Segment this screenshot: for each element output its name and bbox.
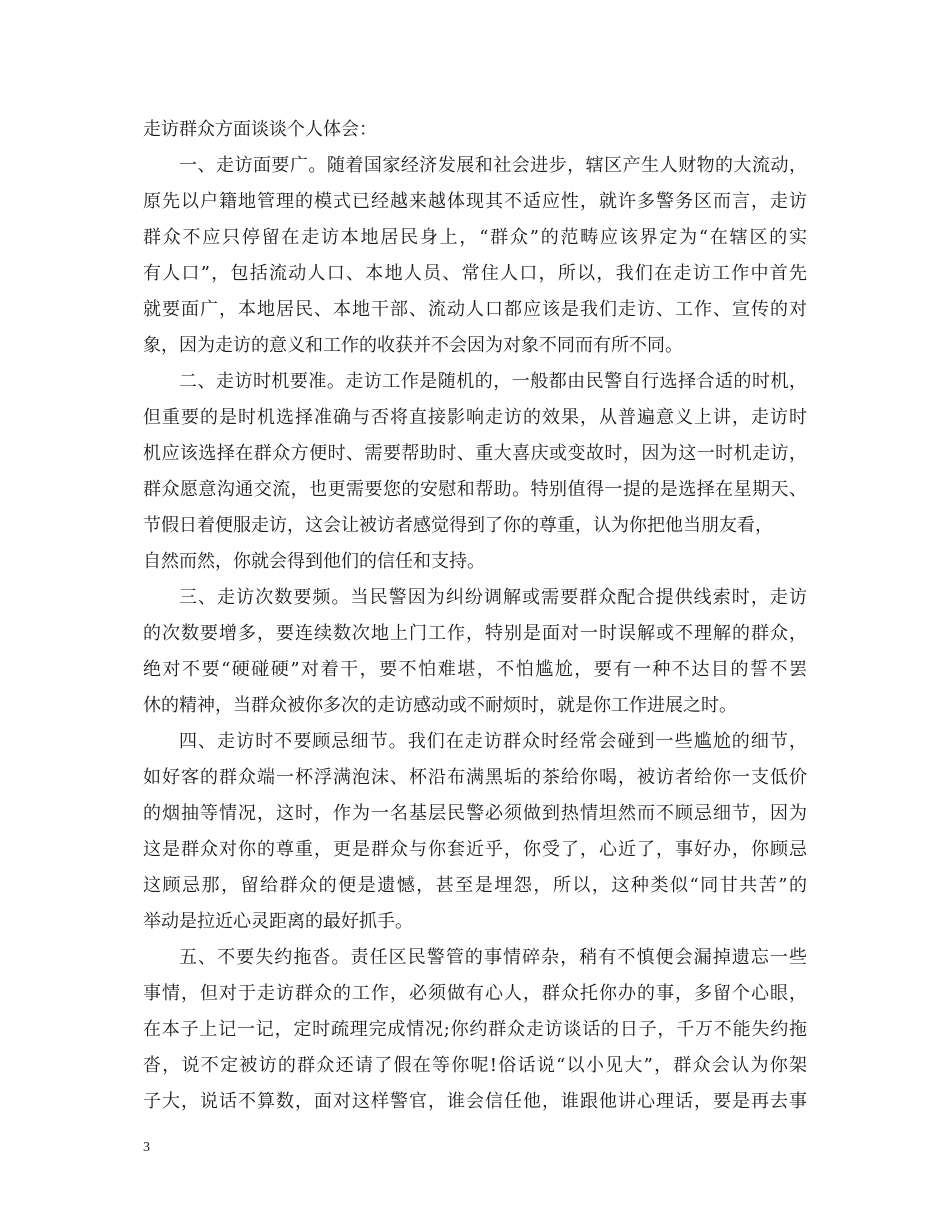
text-line: 走访群众方面谈谈个人体会：	[143, 119, 377, 140]
text-line: 事情，但对于走访群众的工作，必须做有心人，群众托你办的事，多留个心眼，	[143, 983, 807, 1004]
text-line: 一、走访面要广。随着国家经济发展和社会进步，辖区产生人财物的大流动，	[179, 155, 807, 176]
text-line: 的次数要增多，要连续数次地上门工作，特别是面对一时误解或不理解的群众，	[143, 623, 807, 644]
text-line: 三、走访次数要频。当民警因为纠纷调解或需要群众配合提供线索时，走访	[179, 587, 807, 608]
text-line: 自然而然，你就会得到他们的信任和支持。	[143, 551, 485, 572]
text-line: 原先以户籍地管理的模式已经越来越体现其不适应性，就许多警务区而言，走访	[143, 191, 807, 212]
text-line: 这是群众对你的尊重，更是群众与你套近乎，你受了，心近了，事好办，你顾忌	[143, 839, 807, 860]
text-line: 休的精神，当群众被你多次的走访感动或不耐烦时，就是你工作进展之时。	[143, 695, 737, 716]
page-number: 3	[143, 1140, 150, 1155]
text-line: 但重要的是时机选择准确与否将直接影响走访的效果，从普遍意义上讲，走访时	[143, 407, 807, 428]
text-line: 如好客的群众端一杯浮满泡沫、杯沿布满黑垢的茶给你喝，被访者给你一支低价	[143, 767, 807, 788]
text-line: 沓，说不定被访的群众还请了假在等你呢!俗话说“以小见大”，群众会认为你架	[143, 1055, 807, 1076]
text-line: 子大，说话不算数，面对这样警官，谁会信任他，谁跟他讲心理话，要是再去事	[143, 1091, 807, 1112]
text-line: 群众愿意沟通交流，也更需要您的安慰和帮助。特别值得一提的是选择在星期天、	[143, 479, 807, 500]
text-line: 在本子上记一记，定时疏理完成情况;你约群众走访谈话的日子，千万不能失约拖	[143, 1019, 807, 1040]
text-line: 五、不要失约拖沓。责任区民警管的事情碎杂，稍有不慎便会漏掉遗忘一些	[179, 947, 807, 968]
text-line: 这顾忌那，留给群众的便是遗憾，甚至是埋怨，所以，这种类似“同甘共苦”的	[143, 875, 807, 896]
text-line: 的烟抽等情况，这时，作为一名基层民警必须做到热情坦然而不顾忌细节，因为	[143, 803, 807, 824]
text-line: 二、走访时机要准。走访工作是随机的，一般都由民警自行选择合适的时机，	[179, 371, 807, 392]
text-line: 四、走访时不要顾忌细节。我们在走访群众时经常会碰到一些尴尬的细节，	[179, 731, 807, 752]
text-line: 绝对不要“硬碰硬”对着干，要不怕难堪，不怕尴尬，要有一种不达目的誓不罢	[143, 659, 807, 680]
text-line: 就要面广，本地居民、本地干部、流动人口都应该是我们走访、工作、宣传的对	[143, 299, 807, 320]
text-line: 象，因为走访的意义和工作的收获并不会因为对象不同而有所不同。	[143, 335, 683, 356]
text-line: 节假日着便服走访，这会让被访者感觉得到了你的尊重，认为你把他当朋友看，	[143, 515, 773, 536]
text-line: 举动是拉近心灵距离的最好抓手。	[143, 911, 413, 932]
text-line: 群众不应只停留在走访本地居民身上，“群众”的范畴应该界定为“在辖区的实	[143, 227, 807, 248]
text-line: 机应该选择在群众方便时、需要帮助时、重大喜庆或变故时，因为这一时机走访，	[143, 443, 807, 464]
text-line: 有人口”，包括流动人口、本地人员、常住人口，所以，我们在走访工作中首先	[143, 263, 807, 284]
